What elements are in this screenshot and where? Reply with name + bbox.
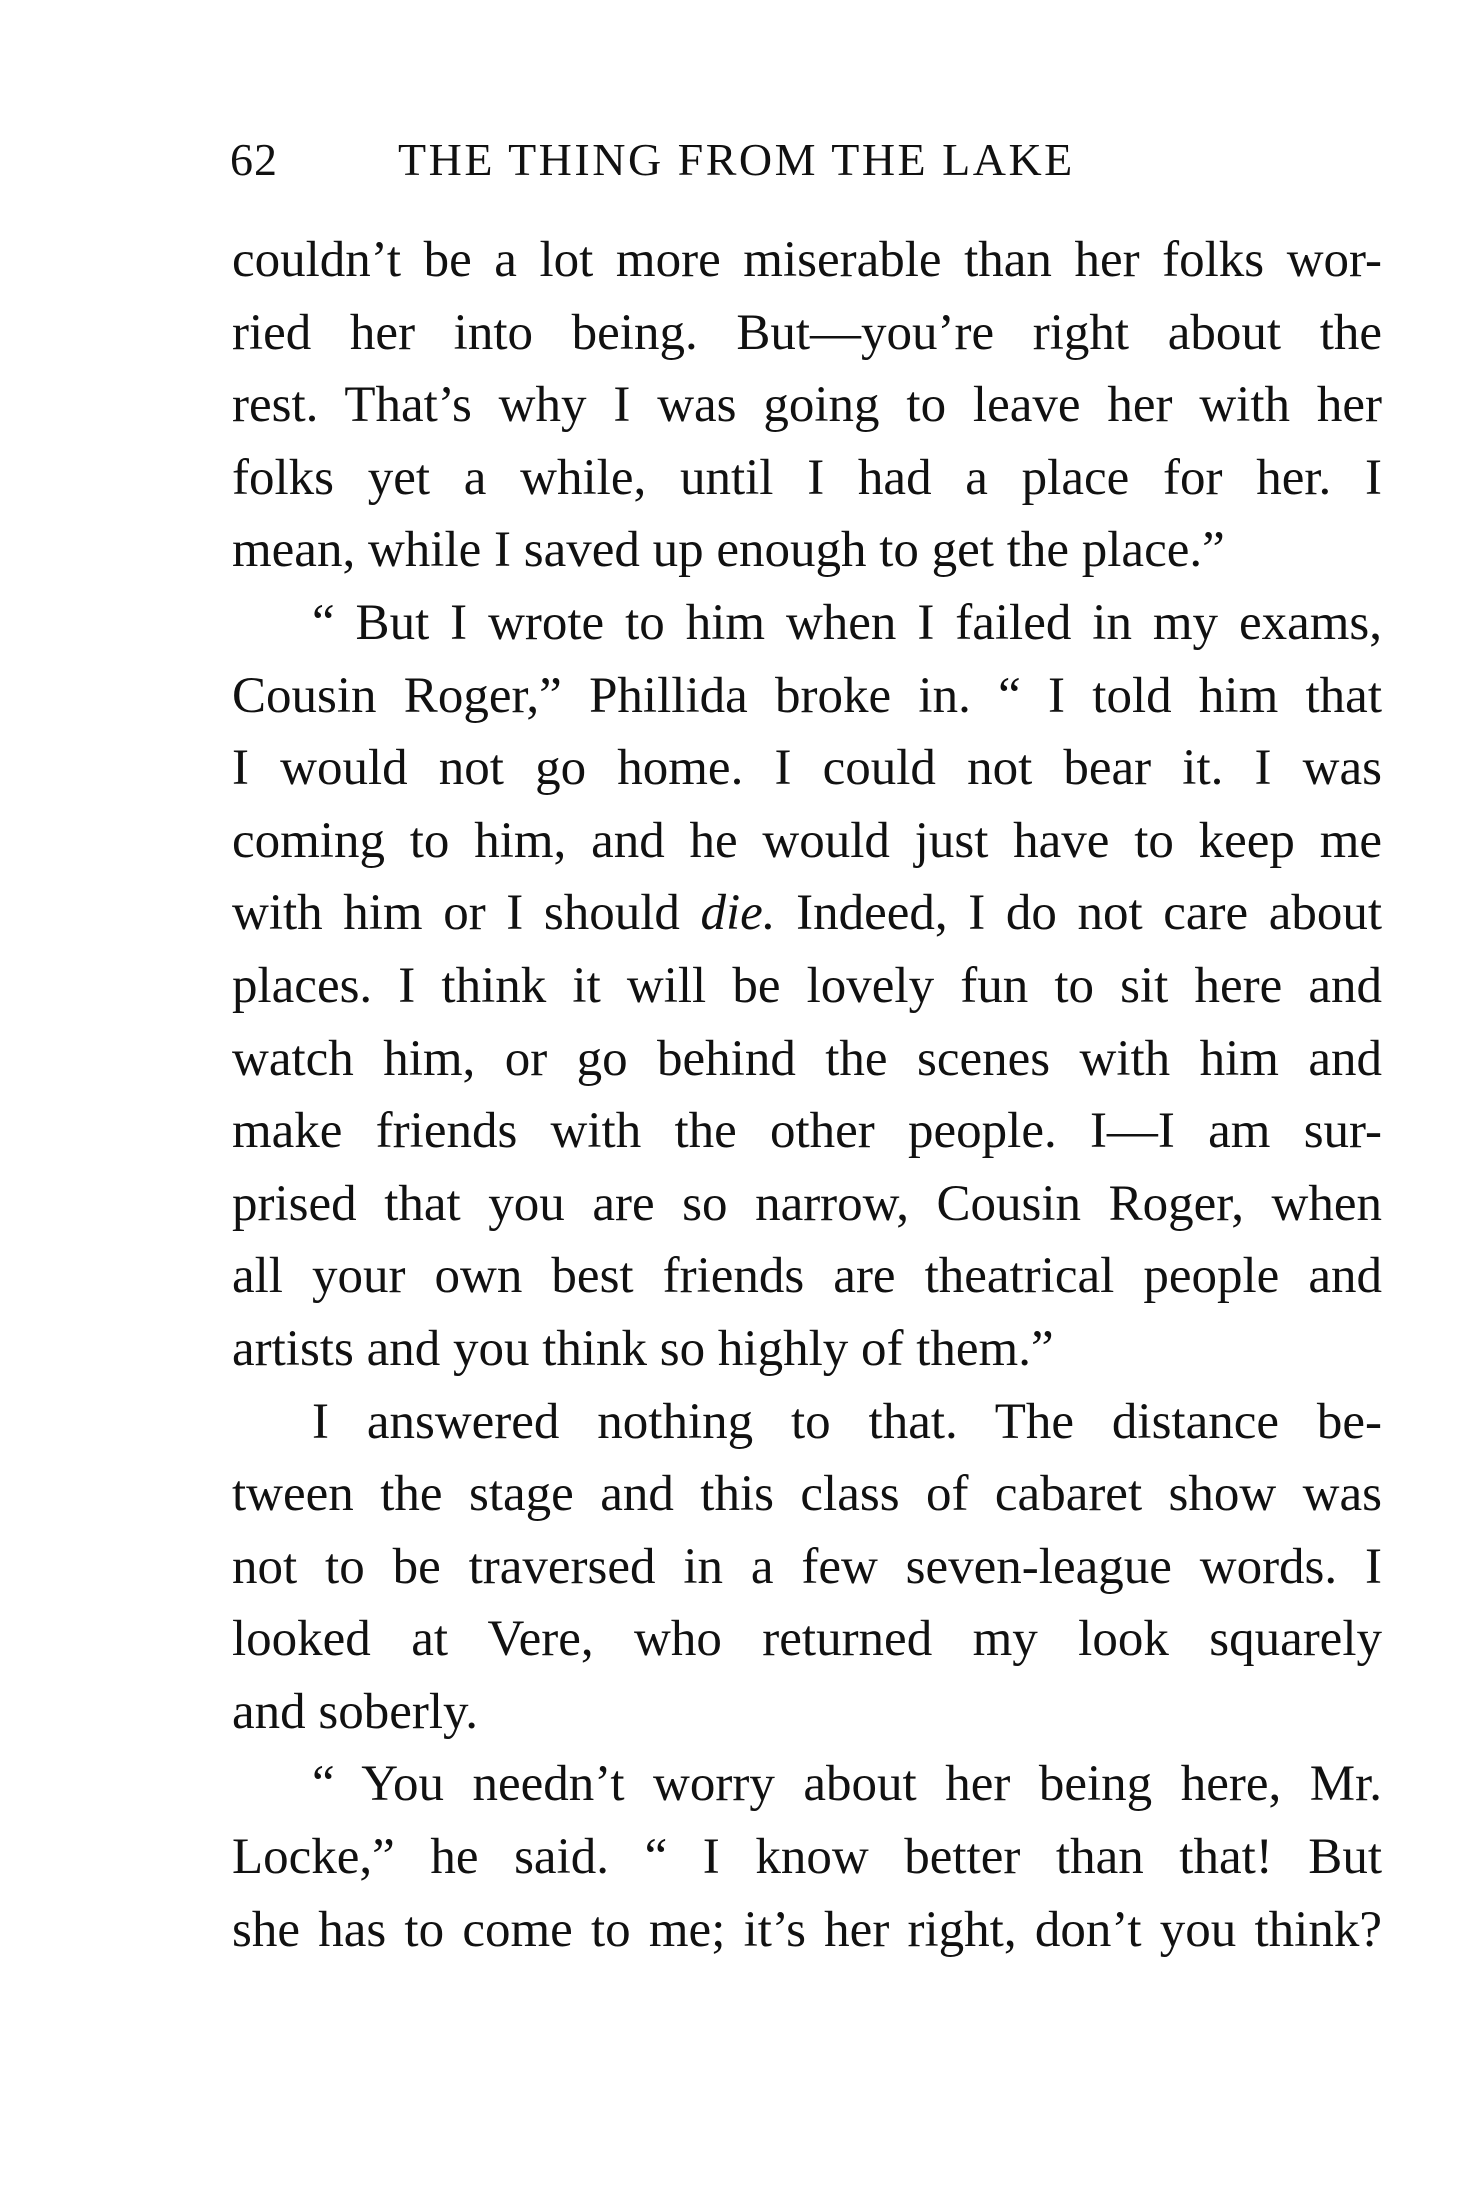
text-line-10-start: with him or I should [232, 885, 680, 942]
running-title: THE THING FROM THE LAKE [398, 134, 1075, 185]
text-line-6: “ But I wrote to him when I failed in my exams, [312, 594, 1382, 651]
text-line-9: coming to him, and he would just have to keep me [232, 812, 1382, 869]
text-line-10 [232, 877, 1382, 950]
text-line-2: ried her into being. But—you’re right about the [232, 304, 1382, 361]
text-line-4: folks yet a while, until I had a place for her. I [232, 449, 1382, 506]
text-line-7: Cousin Roger,” Phillida broke in. “ I told him that [232, 667, 1382, 724]
text-line-16: artists and you think so highly of them.” [232, 1320, 1054, 1377]
text-line-8: I would not go home. I could not bear it. I was [232, 740, 1382, 797]
text-line-17: I answered nothing to that. The distance be- [312, 1393, 1382, 1450]
text-line-1: couldn’t be a lot more miserable than her folks wor- [232, 232, 1382, 288]
text-line-20: looked at Vere, who returned my look squarely [232, 1611, 1382, 1668]
text-line-24: she has to come to me; it’s her right, don’t you think? [232, 1901, 1382, 1958]
text-line-21: and soberly. [232, 1683, 478, 1740]
text-line-3: rest. That’s why I was going to leave her with her [232, 377, 1382, 434]
text-line-18: tween the stage and this class of cabaret show was [232, 1466, 1382, 1523]
text-line-5: mean, while I saved up enough to get the place.” [232, 522, 1225, 579]
text-line-10-end: Indeed, I do not care about [796, 885, 1383, 942]
text-line-13: make friends with the other people. I—I am sur- [232, 1103, 1382, 1160]
text-line-15: all your own best friends are theatrical people and [232, 1248, 1382, 1305]
page-header [230, 130, 1380, 190]
text-line-22: “ You needn’t worry about her being here, Mr. [312, 1756, 1382, 1813]
text-line-12: watch him, or go behind the scenes with him and [232, 1030, 1382, 1087]
page-number: 62 [230, 134, 278, 185]
text-line-14: prised that you are so narrow, Cousin Roger, when [232, 1175, 1382, 1232]
body-text [232, 224, 1382, 1966]
text-line-23: Locke,” he said. “ I know better than that! But [232, 1829, 1382, 1886]
text-line-11: places. I think it will be lovely fun to sit here and [232, 957, 1382, 1014]
italic-word-die: die. [700, 885, 776, 942]
text-line-19: not to be traversed in a few seven-league words. I [232, 1538, 1382, 1595]
